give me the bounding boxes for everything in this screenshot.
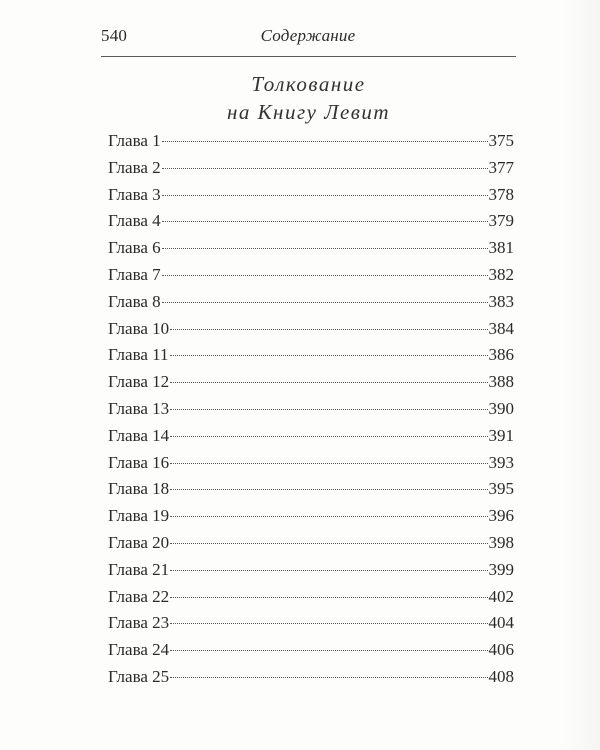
toc-entry-page: 383 <box>488 291 514 311</box>
toc-entry-page: 377 <box>488 157 514 177</box>
toc-entry-label: Глава 12 <box>108 372 170 392</box>
toc-entry-page: 378 <box>488 184 514 204</box>
toc-entry-page: 402 <box>488 586 514 606</box>
toc-entry-page: 393 <box>488 452 514 472</box>
toc-entry-label: Глава 23 <box>108 613 170 633</box>
dot-leader <box>162 141 488 142</box>
header-rule <box>101 56 516 57</box>
toc-entry <box>108 584 514 611</box>
dot-leader <box>170 597 487 598</box>
toc-entry <box>108 610 514 637</box>
dot-leader <box>170 436 487 437</box>
section-title: Содержание <box>260 26 356 45</box>
toc-entry-label: Глава 4 <box>108 211 161 231</box>
toc-entry-page: 384 <box>488 318 514 338</box>
dot-leader <box>162 168 488 169</box>
dot-leader <box>170 650 487 651</box>
toc-entry <box>108 342 514 369</box>
chapter-title-line-2: на Книгу Левит <box>226 100 391 124</box>
dot-leader <box>170 329 487 330</box>
toc-entry <box>108 289 514 316</box>
toc-entry <box>108 476 514 503</box>
toc-entry-page: 381 <box>488 238 514 258</box>
toc-entry-label: Глава 1 <box>108 131 161 150</box>
dot-leader <box>162 221 488 222</box>
toc-entry-label: Глава 2 <box>108 157 161 177</box>
toc-entry <box>108 637 514 664</box>
toc-entry-label: Глава 11 <box>108 345 169 365</box>
dot-leader <box>162 302 488 303</box>
toc-entry-label: Глава 3 <box>108 184 161 204</box>
toc-entry-label: Глава 8 <box>108 291 161 311</box>
toc-entry <box>108 664 514 691</box>
dot-leader <box>162 248 488 249</box>
running-head <box>101 26 515 54</box>
toc-entry-label: Глава 24 <box>108 640 170 660</box>
toc-entry-page: 395 <box>488 479 514 499</box>
toc-entry <box>108 182 514 209</box>
dot-leader <box>170 623 487 624</box>
toc-entry-label: Глава 18 <box>108 479 170 499</box>
toc-entry <box>108 128 514 155</box>
toc-entry-label: Глава 25 <box>108 666 170 686</box>
dot-leader <box>170 543 487 544</box>
dot-leader <box>170 677 487 678</box>
toc-entry <box>108 155 514 182</box>
page-edge-shadow <box>560 0 600 750</box>
dot-leader <box>170 570 487 571</box>
toc-entry-label: Глава 13 <box>108 398 170 418</box>
toc-entry-page: 386 <box>488 345 514 365</box>
dot-leader <box>170 489 487 490</box>
toc-entry-label: Глава 20 <box>108 532 170 552</box>
toc-entry-label: Глава 10 <box>108 318 170 338</box>
toc-entry-page: 388 <box>488 372 514 392</box>
toc-entry-page: 382 <box>488 264 514 284</box>
toc-entry-page: 396 <box>488 506 514 526</box>
toc-entry-page: 379 <box>488 211 514 231</box>
toc-entry <box>108 450 514 477</box>
toc-entry-label: Глава 21 <box>108 559 170 579</box>
toc-entry-page: 404 <box>488 613 514 633</box>
toc-entry-page: 390 <box>488 398 514 418</box>
toc-entry-label: Глава 7 <box>108 264 161 284</box>
toc-entry-label: Глава 16 <box>108 452 170 472</box>
page-number: 540 <box>101 26 128 45</box>
dot-leader <box>170 463 487 464</box>
toc-entry <box>108 396 514 423</box>
toc-entry-page: 406 <box>488 640 514 660</box>
dot-leader <box>170 516 487 517</box>
toc-entry-page: 399 <box>488 559 514 579</box>
dot-leader <box>170 355 488 356</box>
toc-entry <box>108 557 514 584</box>
dot-leader <box>162 275 488 276</box>
toc-entry <box>108 235 514 262</box>
chapter-title-line-1: Толкование <box>251 72 366 96</box>
chapter-title <box>101 70 516 126</box>
toc-entry <box>108 316 514 343</box>
toc-entry-page: 375 <box>488 131 514 150</box>
toc-entry-label: Глава 22 <box>108 586 170 606</box>
toc-entry <box>108 503 514 530</box>
toc-entry-page: 391 <box>488 425 514 445</box>
toc-entry-page: 408 <box>488 666 514 686</box>
toc-entry-label: Глава 6 <box>108 238 161 258</box>
dot-leader <box>170 382 487 383</box>
toc-entry <box>108 423 514 450</box>
table-of-contents <box>108 128 514 691</box>
dot-leader <box>170 409 487 410</box>
dot-leader <box>162 195 488 196</box>
toc-entry <box>108 369 514 396</box>
toc-entry <box>108 262 514 289</box>
toc-entry-page: 398 <box>488 532 514 552</box>
toc-entry-label: Глава 19 <box>108 506 170 526</box>
toc-entry <box>108 208 514 235</box>
toc-entry <box>108 530 514 557</box>
toc-entry-label: Глава 14 <box>108 425 170 445</box>
